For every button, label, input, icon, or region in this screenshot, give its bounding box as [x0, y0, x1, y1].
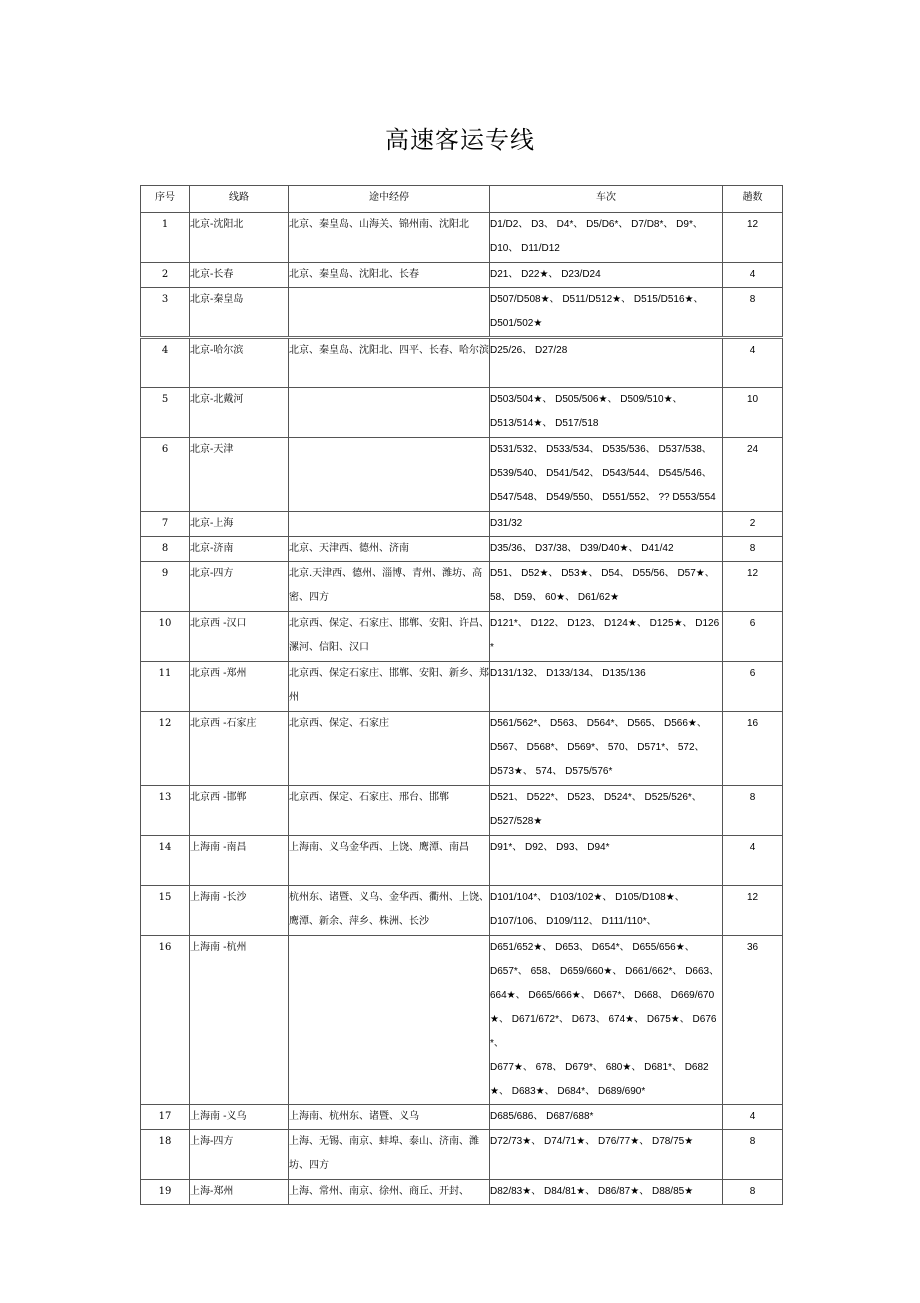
- row-trains: D685/686、 D687/688*: [490, 1105, 723, 1130]
- row-stops: 上海南、杭州东、诸暨、义乌: [289, 1105, 490, 1130]
- row-trips: 4: [723, 263, 783, 288]
- row-trips: 4: [723, 338, 783, 388]
- row-stops: [289, 512, 490, 537]
- row-trips: 6: [723, 662, 783, 712]
- table-row: [141, 1105, 783, 1130]
- row-trips: 12: [723, 562, 783, 612]
- row-trips: 4: [723, 836, 783, 886]
- row-stops: 北京西、保定石家庄、邯郸、安阳、新乡、郑州: [289, 662, 490, 712]
- row-trains: D651/652★、 D653、 D654*、 D655/656★、 D657*、 658、 D659/660★、 D661/662*、 D663、 664★、 D665/666★、 D667*、 D668、 D669/670 ★、 D671/672*、 D673、 674★、 D675★、 D676*、 D677★、 678、 D679*、 680★、 D681*、 D682 ★、 D683★、 D684*、 D689/690*: [490, 936, 723, 1105]
- row-route: 北京-秦皇岛: [190, 288, 289, 338]
- row-number: 6: [141, 438, 190, 512]
- table-row: [141, 537, 783, 562]
- row-trips: 8: [723, 1130, 783, 1180]
- row-trains: D91*、 D92、 D93、 D94*: [490, 836, 723, 886]
- row-trains: D121*、 D122、 D123、 D124★、 D125★、 D126*: [490, 612, 723, 662]
- table-row: [141, 712, 783, 786]
- row-stops: [289, 438, 490, 512]
- table-row: [141, 936, 783, 1105]
- row-number: 18: [141, 1130, 190, 1180]
- row-route: 北京西 -石家庄: [190, 712, 289, 786]
- document-title: 高速客运专线: [385, 126, 535, 154]
- row-route: 北京-天津: [190, 438, 289, 512]
- header-no: 序号: [141, 186, 190, 213]
- row-trips: 8: [723, 288, 783, 338]
- row-stops: 上海、常州、南京、徐州、商丘、开封、: [289, 1180, 490, 1205]
- row-route: 北京-长春: [190, 263, 289, 288]
- row-trips: 8: [723, 1180, 783, 1205]
- row-trains: D82/83★、 D84/81★、 D86/87★、 D88/85★: [490, 1180, 723, 1205]
- row-number: 16: [141, 936, 190, 1105]
- row-trips: 8: [723, 786, 783, 836]
- row-trips: 16: [723, 712, 783, 786]
- header-route: 线路: [190, 186, 289, 213]
- row-number: 11: [141, 662, 190, 712]
- row-route: 北京-四方: [190, 562, 289, 612]
- row-trips: 8: [723, 537, 783, 562]
- row-number: 5: [141, 388, 190, 438]
- row-number: 3: [141, 288, 190, 338]
- row-number: 13: [141, 786, 190, 836]
- row-route: 上海-郑州: [190, 1180, 289, 1205]
- row-number: 8: [141, 537, 190, 562]
- row-number: 2: [141, 263, 190, 288]
- row-trains: D521、 D522*、 D523、 D524*、 D525/526*、 D527/528★: [490, 786, 723, 836]
- row-number: 14: [141, 836, 190, 886]
- row-stops: 杭州东、诸暨、义乌、金华西、衢州、上饶、鹰潭、新余、萍乡、株洲、长沙: [289, 886, 490, 936]
- row-trains: D503/504★、 D505/506★、 D509/510★、 D513/514★、 D517/518: [490, 388, 723, 438]
- row-stops: 北京西、保定、石家庄、邯郸、安阳、许昌、漯河、信阳、汉口: [289, 612, 490, 662]
- row-stops: 北京.天津西、德州、淄博、青州、潍坊、高密、四方: [289, 562, 490, 612]
- header-trips: 趟数: [723, 186, 783, 213]
- row-number: 9: [141, 562, 190, 612]
- row-route: 上海南 -南昌: [190, 836, 289, 886]
- row-route: 上海-四方: [190, 1130, 289, 1180]
- table-row: [141, 662, 783, 712]
- row-trains: D31/32: [490, 512, 723, 537]
- row-route: 北京-济南: [190, 537, 289, 562]
- header-stops: 途中经停: [289, 186, 490, 213]
- row-route: 北京-沈阳北: [190, 213, 289, 263]
- row-trips: 10: [723, 388, 783, 438]
- row-trips: 4: [723, 1105, 783, 1130]
- row-route: 北京西 -邯郸: [190, 786, 289, 836]
- row-trains: D72/73★、 D74/71★、 D76/77★、 D78/75★: [490, 1130, 723, 1180]
- row-trains: D51、 D52★、 D53★、 D54、 D55/56、 D57★、 58、 D59、 60★、 D61/62★: [490, 562, 723, 612]
- row-trains: D561/562*、 D563、 D564*、 D565、 D566★、 D567、 D568*、 D569*、 570、 D571*、 572、 D573★、 574、 D575/576*: [490, 712, 723, 786]
- table-row: [141, 886, 783, 936]
- row-number: 19: [141, 1180, 190, 1205]
- table-row: [141, 213, 783, 263]
- row-stops: 北京西、保定、石家庄、邢台、邯郸: [289, 786, 490, 836]
- row-route: 北京西 -郑州: [190, 662, 289, 712]
- row-route: 北京-哈尔滨: [190, 338, 289, 388]
- row-stops: 北京、天津西、德州、济南: [289, 537, 490, 562]
- table-row: [141, 786, 783, 836]
- row-stops: [289, 388, 490, 438]
- table-row: [141, 388, 783, 438]
- table-row: [141, 1180, 783, 1205]
- row-route: 上海南 -长沙: [190, 886, 289, 936]
- row-stops: [289, 288, 490, 338]
- row-route: 北京-上海: [190, 512, 289, 537]
- row-trains: D25/26、 D27/28: [490, 338, 723, 388]
- row-trains: D35/36、 D37/38、 D39/D40★、 D41/42: [490, 537, 723, 562]
- row-trains: D101/104*、 D103/102★、 D105/D108★、 D107/106、 D109/112、 D111/110*、: [490, 886, 723, 936]
- table-row: [141, 562, 783, 612]
- row-stops: 北京、秦皇岛、沈阳北、四平、长春、哈尔滨: [289, 338, 490, 388]
- table-row: [141, 512, 783, 537]
- row-trips: 12: [723, 213, 783, 263]
- table-header-row: [141, 186, 783, 213]
- row-number: 12: [141, 712, 190, 786]
- row-route: 北京西 -汉口: [190, 612, 289, 662]
- row-number: 10: [141, 612, 190, 662]
- row-trains: D507/D508★、 D511/D512★、 D515/D516★、 D501/502★: [490, 288, 723, 338]
- row-trains: D1/D2、 D3、 D4*、 D5/D6*、 D7/D8*、 D9*、 D10、 D11/D12: [490, 213, 723, 263]
- row-number: 7: [141, 512, 190, 537]
- row-route: 上海南 -杭州: [190, 936, 289, 1105]
- table-row: [141, 438, 783, 512]
- row-number: 17: [141, 1105, 190, 1130]
- table-row: [141, 263, 783, 288]
- row-trains: D131/132、 D133/134、 D135/136: [490, 662, 723, 712]
- table-row: [141, 288, 783, 338]
- row-trains: D531/532、 D533/534、 D535/536、 D537/538、 D539/540、 D541/542、 D543/544、 D545/546、 D547/548、 D549/550、 D551/552、 ?? D553/554: [490, 438, 723, 512]
- row-trains: D21、 D22★、 D23/D24: [490, 263, 723, 288]
- row-trips: 36: [723, 936, 783, 1105]
- row-number: 4: [141, 338, 190, 388]
- row-stops: 上海南、义乌金华西、上饶、鹰潭、南昌: [289, 836, 490, 886]
- train-schedule-table: [140, 185, 783, 1205]
- row-trips: 12: [723, 886, 783, 936]
- table-row: [141, 612, 783, 662]
- row-stops: 北京、秦皇岛、山海关、锦州南、沈阳北: [289, 213, 490, 263]
- table-row: [141, 338, 783, 388]
- row-stops: [289, 936, 490, 1105]
- row-number: 1: [141, 213, 190, 263]
- row-route: 北京-北戴河: [190, 388, 289, 438]
- row-stops: 北京、秦皇岛、沈阳北、长春: [289, 263, 490, 288]
- row-route: 上海南 -义乌: [190, 1105, 289, 1130]
- row-stops: 上海、无锡、南京、蚌埠、泰山、济南、潍坊、四方: [289, 1130, 490, 1180]
- table-row: [141, 836, 783, 886]
- row-trips: 2: [723, 512, 783, 537]
- table-row: [141, 1130, 783, 1180]
- row-stops: 北京西、保定、石家庄: [289, 712, 490, 786]
- row-number: 15: [141, 886, 190, 936]
- header-trains: 车次: [490, 186, 723, 213]
- row-trips: 24: [723, 438, 783, 512]
- row-trips: 6: [723, 612, 783, 662]
